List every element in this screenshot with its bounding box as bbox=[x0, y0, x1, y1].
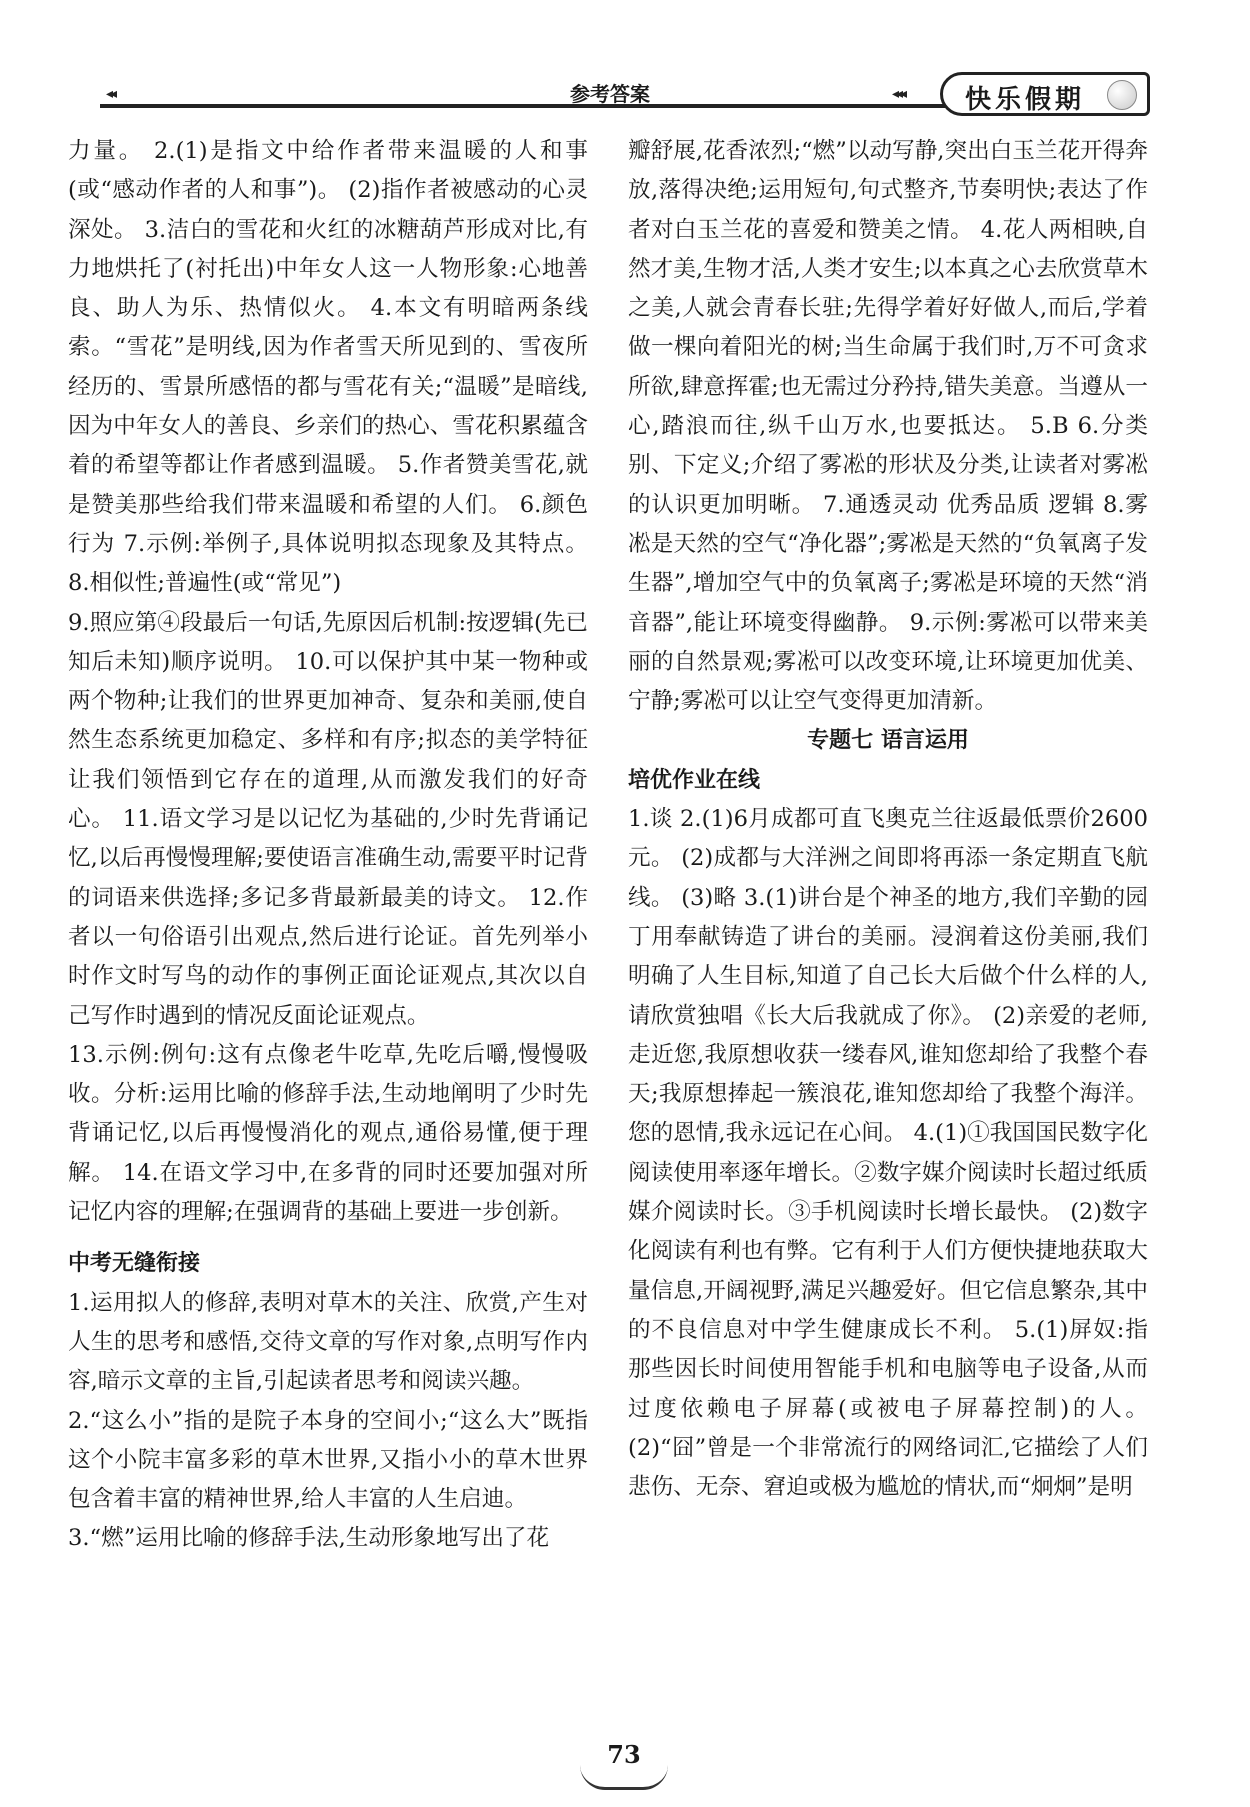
header-rule bbox=[100, 104, 960, 108]
answer-paragraph: 3.“燃”运用比喻的修辞手法,生动形象地写出了花 bbox=[68, 1525, 550, 1552]
answer-paragraph: 瓣舒展,花香浓烈;“燃”以动写静,突出白玉兰花开得奔放,落得决绝;运用短句,句式整齐,节奏明快;表达了作者对白玉兰花的喜爱和赞美之情。 4.花人两相映,自然才美,生物才活,人类才安生;以本真之心去欣赏草木之美,人就会青春长驻;先得学着好好做人,而后,学着做一棵向着阳光的树;当生命属于我们时,万不可贪求所欲,肆意挥霍;也无需过分矜持,错失美意。当遵从一心,踏浪而往,纵千山万水,也要抵达。 5.B 6.分类别、下定义;介绍了雾凇的形状及分类,让读者对雾凇的认识更加明晰。 7.通透灵动 优秀品质 逻辑 8.雾凇是天然的空气“净化器”;雾凇是天然的“负氧离子发生器”,增加空气中的负氧离子;雾凇是环境的天然“消音器”,能让环境变得幽静。 9.示例:雾凇可以带来美丽的自然景观;雾凇可以改变环境,让环境更加优美、宁静;雾凇可以让空气变得更加清新。 bbox=[628, 138, 1148, 715]
answer-paragraph: 13.示例:例句:这有点像老牛吃草,先吃后嚼,慢慢吸收。分析:运用比喻的修辞手法,生动地阐明了少时先背诵记忆,以后再慢慢消化的观点,通俗易懂,便于理解。 14.在语文学习中,在多背的同时还要加强对所记忆内容的理解;在强调背的基础上要进一步创新。 bbox=[68, 1041, 588, 1226]
answer-paragraph: 1.运用拟人的修辞,表明对草木的关注、欣赏,产生对人生的思考和感悟,交待文章的写作对象,点明写作内容,暗示文章的主旨,引起读者思考和阅读兴趣。 bbox=[68, 1289, 588, 1395]
answer-paragraph: 2.“这么小”指的是院子本身的空间小;“这么大”既指这个小院丰富多彩的草木世界,又指小小的草木世界包含着丰富的精神世界,给人丰富的人生启迪。 bbox=[68, 1407, 588, 1513]
section-title: 中考无缝衔接 bbox=[68, 1251, 201, 1277]
brand-label: 快乐假期 bbox=[965, 85, 1086, 115]
page-header bbox=[100, 78, 1152, 118]
header-title: 参考答案 bbox=[570, 82, 650, 106]
brand-badge bbox=[940, 72, 1150, 116]
answer-paragraph: 力量。 2.(1)是指文中给作者带来温暖的人和事(或“感动作者的人和事”)。 (2)指作者被感动的心灵深处。 3.洁白的雪花和火红的冰糖葫芦形成对比,有力地烘托了(衬托出)中年女人这一人物形象:心地善良、助人为乐、热情似火。 4.本文有明暗两条线索。“雪花”是明线,因为作者雪天所见到的、雪夜所经历的、雪景所感悟的都与雪花有关;“温暖”是暗线,因为中年女人的善良、乡亲们的热心、雪花积累蕴含着的希望等都让作者感到温暖。 5.作者赞美雪花,就是赞美那些给我们带来温暖和希望的人们。 6.颜色 行为 7.示例:举例子,具体说明拟态现象及其特点。 8.相似性;普遍性(或“常见”) bbox=[68, 138, 588, 597]
page-number-ornament bbox=[580, 1765, 668, 1790]
right-column bbox=[628, 132, 1148, 1507]
section-title: 培优作业在线 bbox=[628, 767, 761, 793]
brand-circle-icon bbox=[1107, 80, 1137, 110]
page-number: 73 bbox=[607, 1740, 641, 1769]
arrow-left-icon: ◂◂ bbox=[106, 86, 115, 102]
arrow-right-icon: ◂◂◂ bbox=[892, 86, 905, 102]
left-column bbox=[68, 132, 588, 1559]
answer-paragraph: 9.照应第④段最后一句话,先原因后机制:按逻辑(先已知后未知)顺序说明。 10.可以保护其中某一物种或两个物种;让我们的世界更加神奇、复杂和美丽,使自然生态系统更加稳定、多样和有序;拟态的美学特征让我们领悟到它存在的道理,从而激发我们的好奇心。 11.语文学习是以记忆为基础的,少时先背诵记忆,以后再慢慢理解;要使语言准确生动,需要平时记背的词语来供选择;多记多背最新最美的诗文。 12.作者以一句俗语引出观点,然后进行论证。首先列举小时作文时写鸟的动作的事例正面论证观点,其次以自己写作时遇到的情况反面论证观点。 bbox=[68, 609, 588, 1029]
topic-title: 专题七 语言运用 bbox=[807, 728, 969, 754]
answer-paragraph: 1.谈 2.(1)6月成都可直飞奥克兰往返最低票价2600元。 (2)成都与大洋洲之间即将再添一条定期直飞航线。 (3)略 3.(1)讲台是个神圣的地方,我们辛勤的园丁用奉献铸造了讲台的美丽。浸润着这份美丽,我们明确了人生目标,知道了自己长大后做个什么样的人,请欣赏独唱《长大后我就成了你》。 (2)亲爱的老师,走近您,我原想收获一缕春风,谁知您却给了我整个春天;我原想捧起一簇浪花,谁知您却给了我整个海洋。您的恩情,我永远记在心间。 4.(1)①我国国民数字化阅读使用率逐年增长。②数字媒介阅读时长超过纸质媒介阅读时长。③手机阅读时长增长最快。 (2)数字化阅读有利也有弊。它有利于人们方便快捷地获取大量信息,开阔视野,满足兴趣爱好。但它信息繁杂,其中的不良信息对中学生健康成长不利。 5.(1)屏奴:指那些因长时间使用智能手机和电脑等电子设备,从而过度依赖电子屏幕(或被电子屏幕控制)的人。 (2)“囧”曾是一个非常流行的网络词汇,它描绘了人们悲伤、无奈、窘迫或极为尴尬的情状,而“炯炯”是明 bbox=[628, 806, 1148, 1501]
